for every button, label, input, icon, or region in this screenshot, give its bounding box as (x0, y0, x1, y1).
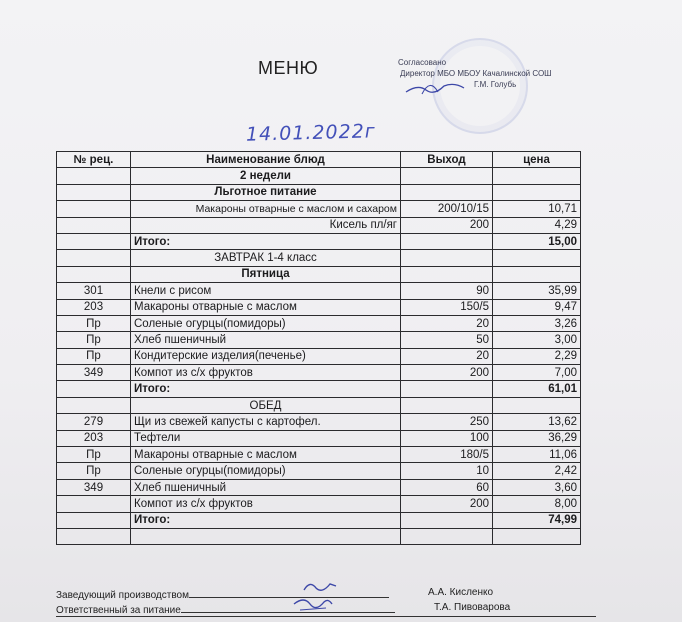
portion-cell: 150/5 (401, 299, 493, 315)
dish-cell: Компот из с/х фруктов (131, 365, 401, 381)
table-row (57, 463, 581, 479)
price-cell: 3,00 (493, 332, 581, 348)
dish-cell: Хлеб пшеничный (131, 479, 401, 495)
table-row (57, 365, 581, 381)
total-label: Итого: (131, 512, 401, 528)
total-value: 74,99 (493, 512, 581, 528)
dish-cell: Макароны отварные с маслом (131, 447, 401, 463)
signature-line (181, 602, 395, 613)
recipe-cell (57, 496, 131, 512)
total-value: 15,00 (493, 233, 581, 249)
section-row (57, 184, 581, 200)
price-cell: 8,00 (493, 496, 581, 512)
dish-cell: Компот из с/х фруктов (131, 496, 401, 512)
recipe-cell: Пр (57, 348, 131, 364)
portion-cell: 200 (401, 217, 493, 233)
recipe-cell: 349 (57, 365, 131, 381)
table-row (57, 315, 581, 331)
price-cell: 36,29 (493, 430, 581, 446)
table-row (57, 217, 581, 233)
bottom-rule (56, 616, 596, 617)
table-row (57, 430, 581, 446)
portion-cell: 200 (401, 496, 493, 512)
recipe-cell: 279 (57, 414, 131, 430)
portion-cell: 200/10/15 (401, 201, 493, 217)
table-header-row (57, 152, 581, 168)
recipe-cell: 349 (57, 479, 131, 495)
approval-heading: Согласовано (398, 58, 447, 67)
column-header-price: цена (493, 152, 581, 168)
recipe-cell (57, 217, 131, 233)
total-label: Итого: (131, 233, 401, 249)
total-row (57, 512, 581, 528)
dish-cell: Соленые огурцы(помидоры) (131, 315, 401, 331)
recipe-cell: Пр (57, 332, 131, 348)
section-title-lunch: ОБЕД (131, 397, 401, 413)
table-row (57, 332, 581, 348)
dish-cell: Тефтели (131, 430, 401, 446)
total-row (57, 233, 581, 249)
dish-cell: Макароны отварные с маслом (131, 299, 401, 315)
portion-cell: 60 (401, 479, 493, 495)
portion-cell: 100 (401, 430, 493, 446)
recipe-cell (57, 201, 131, 217)
price-cell: 10,71 (493, 201, 581, 217)
signature-line (189, 587, 389, 598)
table-row (57, 348, 581, 364)
day-row (57, 266, 581, 282)
column-header-recipe: № рец. (57, 152, 131, 168)
manager-name: А.А. Кисленко (428, 587, 494, 598)
dish-cell: Кондитерские изделия(печенье) (131, 348, 401, 364)
week-row (57, 168, 581, 184)
dish-cell: Хлеб пшеничный (131, 332, 401, 348)
table-row (57, 414, 581, 430)
handwritten-date: 14.01.2022г (245, 120, 377, 146)
portion-cell: 180/5 (401, 447, 493, 463)
portion-cell: 50 (401, 332, 493, 348)
table-row (57, 479, 581, 495)
dish-cell: Щи из свежей капусты с картофел. (131, 414, 401, 430)
director-signature (404, 74, 468, 98)
price-cell: 3,60 (493, 479, 581, 495)
recipe-cell: Пр (57, 463, 131, 479)
column-header-dish: Наименование блюд (131, 152, 401, 168)
price-cell: 35,99 (493, 283, 581, 299)
section-row (57, 397, 581, 413)
price-cell: 13,62 (493, 414, 581, 430)
responsible-signature (290, 594, 336, 614)
section-title-subsidized: Льготное питание (131, 184, 401, 200)
day-label: Пятница (131, 266, 401, 282)
column-header-portion: Выход (401, 152, 493, 168)
recipe-cell: 203 (57, 430, 131, 446)
menu-table (56, 151, 581, 545)
table-row (57, 496, 581, 512)
week-label: 2 недели (131, 168, 401, 184)
recipe-cell: Пр (57, 447, 131, 463)
responsible-name: Т.А. Пивоварова (434, 602, 511, 613)
table-row (57, 447, 581, 463)
portion-cell: 20 (401, 315, 493, 331)
dish-cell: Кнели с рисом (131, 283, 401, 299)
dish-cell: Кисель пл/яг (131, 217, 401, 233)
price-cell: 11,06 (493, 447, 581, 463)
total-row (57, 381, 581, 397)
dish-cell: Соленые огурцы(помидоры) (131, 463, 401, 479)
portion-cell: 200 (401, 365, 493, 381)
recipe-cell: Пр (57, 315, 131, 331)
recipe-cell: 203 (57, 299, 131, 315)
total-value: 61,01 (493, 381, 581, 397)
price-cell: 3,26 (493, 315, 581, 331)
portion-cell: 90 (401, 283, 493, 299)
price-cell: 4,29 (493, 217, 581, 233)
recipe-cell: 301 (57, 283, 131, 299)
price-cell: 2,29 (493, 348, 581, 364)
table-row (57, 283, 581, 299)
total-label: Итого: (131, 381, 401, 397)
price-cell: 2,42 (493, 463, 581, 479)
portion-cell: 20 (401, 348, 493, 364)
dish-cell: Макароны отварные с маслом и сахаром (131, 201, 401, 217)
portion-cell: 10 (401, 463, 493, 479)
price-cell: 7,00 (493, 365, 581, 381)
table-row (57, 299, 581, 315)
section-title-breakfast: ЗАВТРАК 1-4 класс (131, 250, 401, 266)
section-row (57, 250, 581, 266)
portion-cell: 250 (401, 414, 493, 430)
page-title: МЕНЮ (258, 58, 319, 78)
responsible-label: Ответственный за питание (56, 605, 181, 616)
approval-director-name: Г.М. Голубь (474, 80, 517, 89)
empty-row (57, 528, 581, 544)
manager-label: Заведующий производством (56, 590, 189, 601)
approval-position: Директор МБО МБОУ Качалинской СОШ (400, 69, 552, 78)
table-row (57, 201, 581, 217)
price-cell: 9,47 (493, 299, 581, 315)
